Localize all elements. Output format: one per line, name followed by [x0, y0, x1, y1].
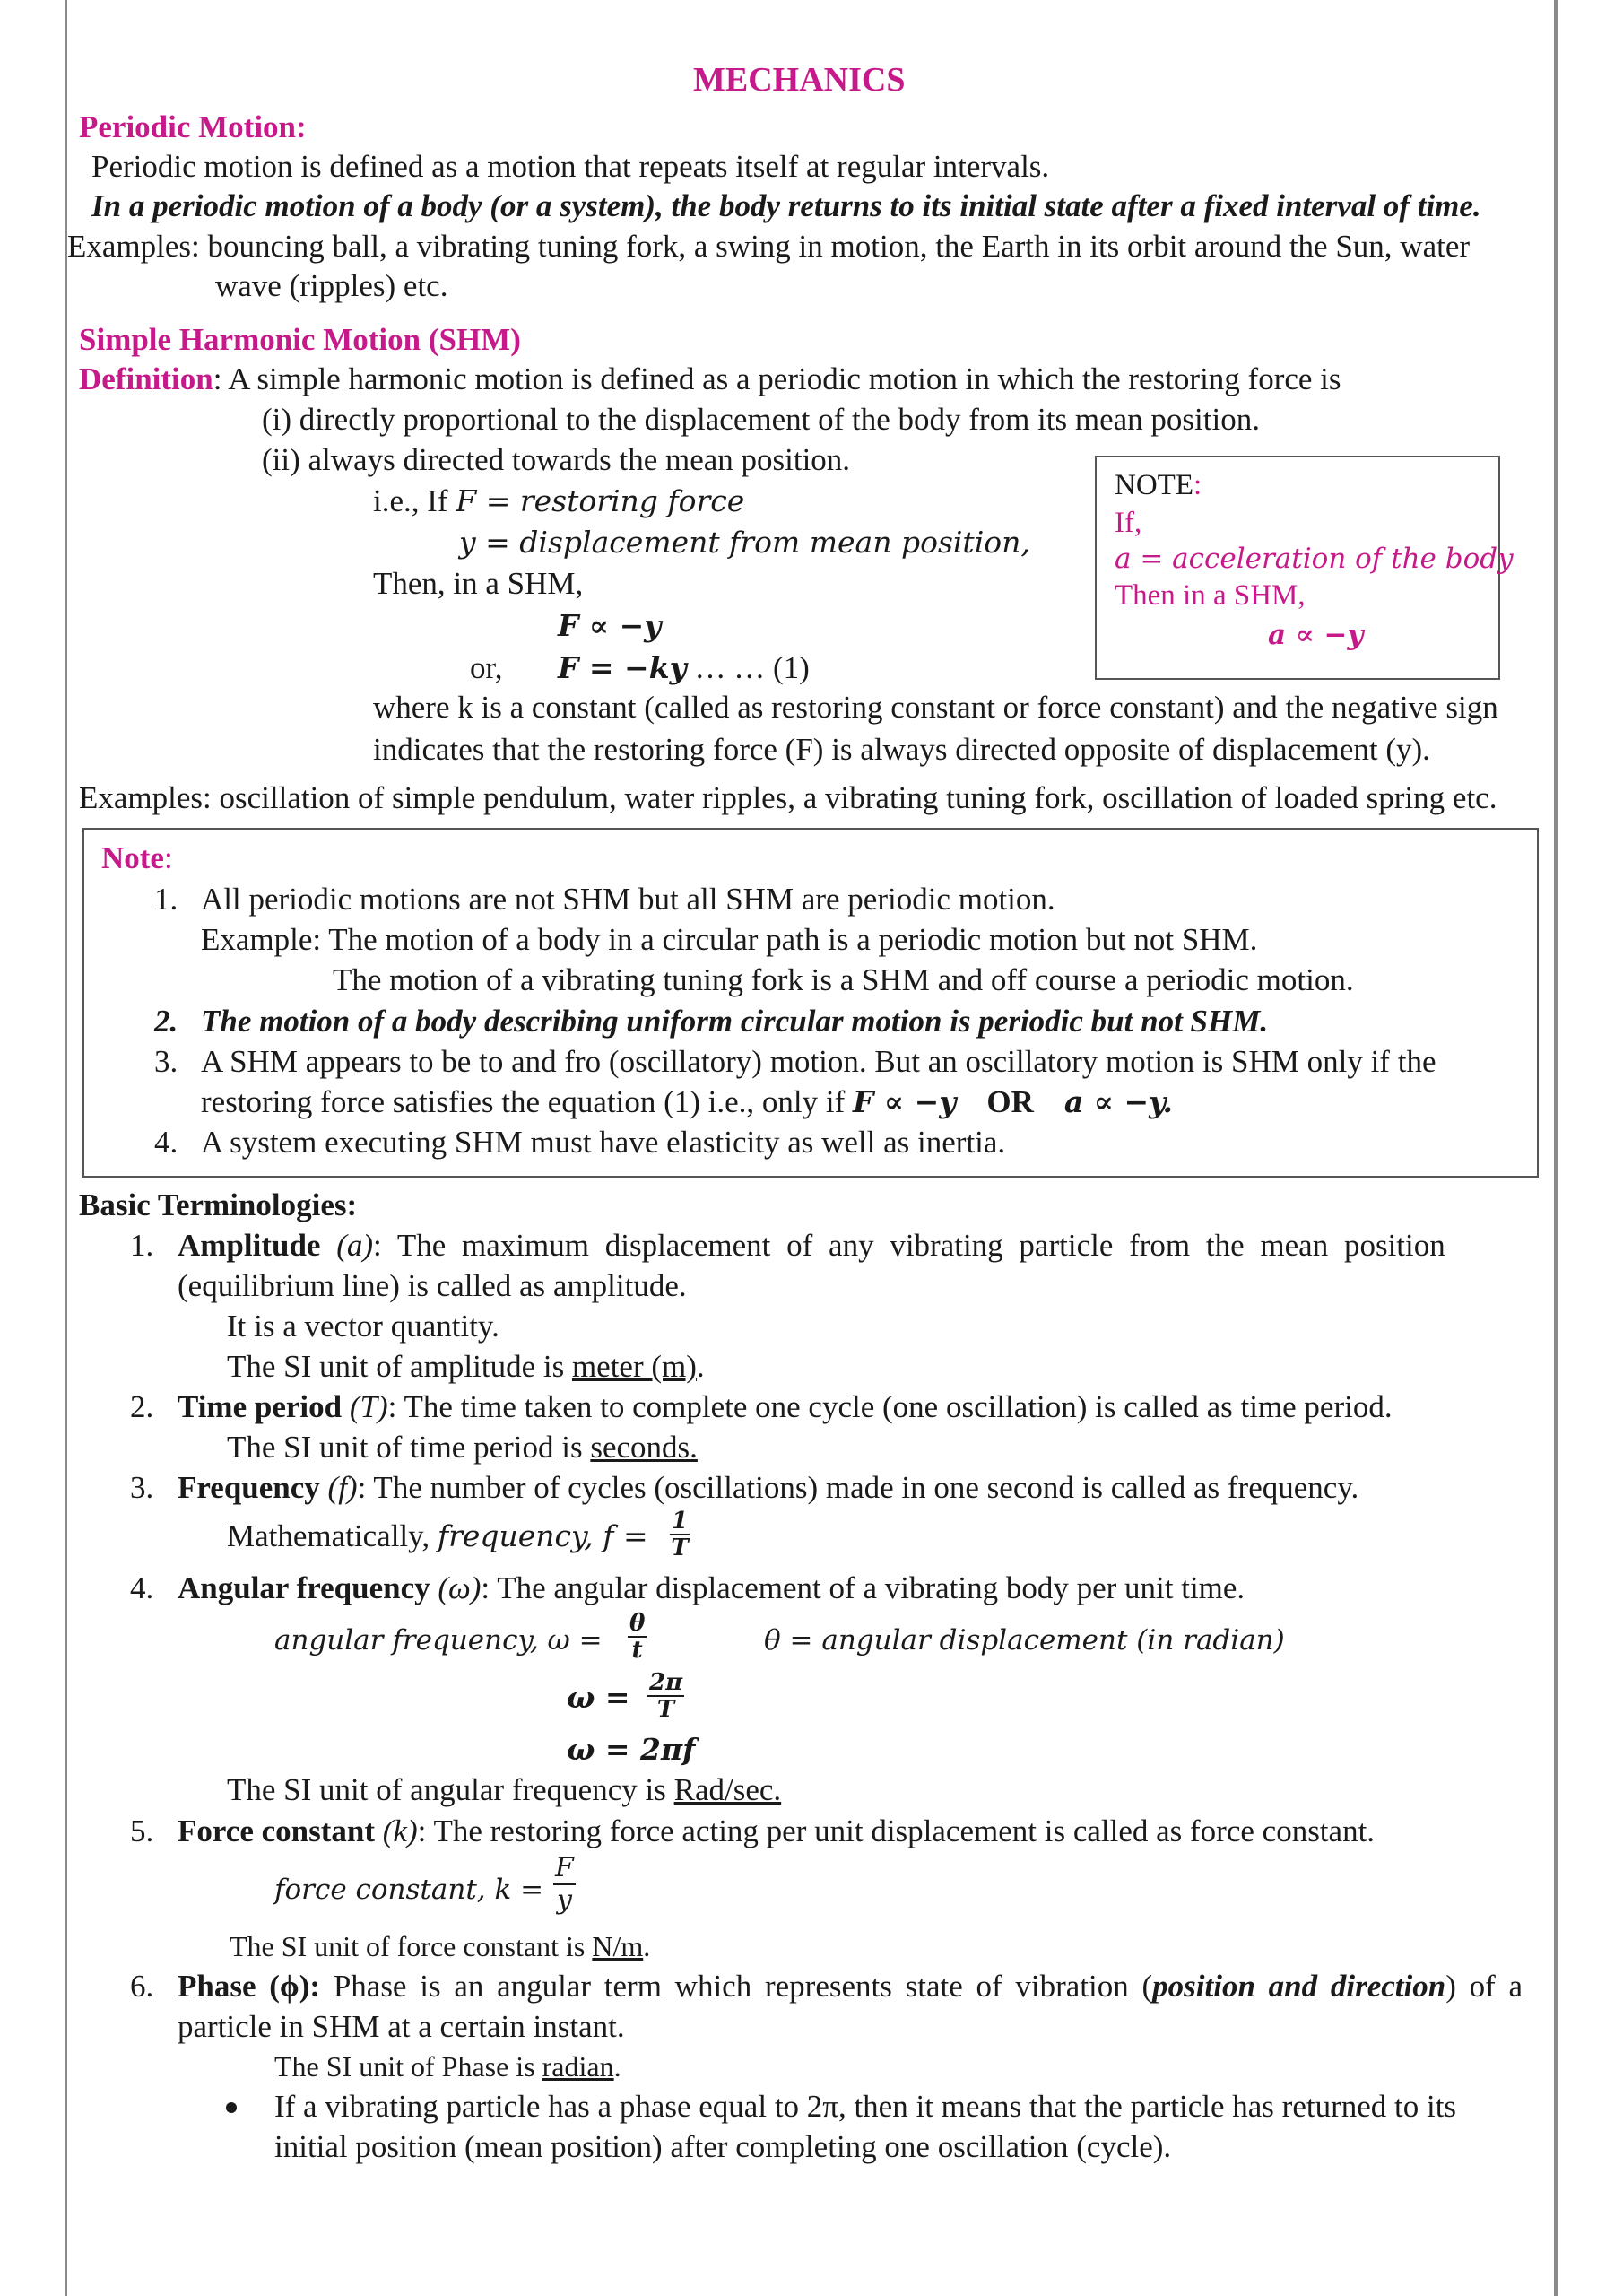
left-margin-rule	[65, 0, 67, 2296]
periodic-heading: Periodic Motion:	[79, 109, 307, 144]
shm-condition-1: (i) directly proportional to the displacement of the body from its mean position.	[262, 402, 1260, 437]
angular-frequency-formula: angular frequency, ω =	[274, 1624, 603, 1657]
note-box-proportionality: a ∝ −y	[1268, 619, 1364, 651]
force-constant-line: Force constant (k): The restoring force acting per unit displacement is called as force constant.	[178, 1813, 1376, 1848]
force-constant-formula: force constant, k =	[274, 1874, 544, 1906]
shm-ie-line: i.e., If F = restoring force	[373, 483, 745, 518]
force-constant-fraction: $\frac{F}{y}$	[555, 1852, 574, 1916]
angular-frequency-line: Angular frequency (ω): The angular displacement of a vibrating body per unit time.	[178, 1570, 1245, 1605]
note-number-1: 1.	[154, 882, 178, 917]
shm-then: Then, in a SHM,	[373, 566, 584, 601]
shm-definition: Definition: A simple harmonic motion is defined as a periodic motion in which the restoring force is	[79, 361, 1341, 396]
angular-frequency-fraction: $\frac{\theta}{t}$	[629, 1610, 646, 1664]
note-number-4: 4.	[154, 1125, 178, 1160]
shm-where-1: where k is a constant (called as restoring constant or force constant) and the negative sign	[373, 690, 1498, 725]
phase-line: Phase (ϕ): Phase is an angular term which represents state of vibration (position and direction) of a	[178, 1969, 1523, 2004]
shm-or: or,	[470, 650, 503, 685]
note-box-title: NOTE:	[1115, 469, 1202, 501]
periodic-definition: Periodic motion is defined as a motion that repeats itself at regular intervals.	[91, 149, 1050, 184]
shm-heading: Simple Harmonic Motion (SHM)	[79, 322, 521, 357]
term-number-3: 3.	[130, 1470, 154, 1505]
term-number-1: 1.	[130, 1228, 154, 1263]
phase-si: The SI unit of Phase is radian.	[274, 2050, 621, 2083]
force-constant-si: The SI unit of force constant is N/m.	[230, 1930, 651, 1962]
note-item-1-example: Example: The motion of a body in a circular path is a periodic motion but not SHM.	[201, 922, 1258, 957]
note-box-then: Then in a SHM,	[1115, 579, 1306, 612]
phase-line-2: particle in SHM at a certain instant.	[178, 2009, 625, 2044]
omega-fraction: $\frac{2\pi}{T}$	[649, 1669, 683, 1723]
basic-heading: Basic Terminologies:	[79, 1187, 358, 1222]
note-item-1: All periodic motions are not SHM but all SHM are periodic motion.	[201, 882, 1055, 917]
frequency-fraction: $\frac{1}{T}$	[671, 1508, 689, 1561]
note-number-2: 2.	[154, 1004, 178, 1039]
amplitude-si: The SI unit of amplitude is meter (m).	[227, 1349, 705, 1384]
shm-examples: Examples: oscillation of simple pendulum, water ripples, a vibrating tuning fork, oscillation of loaded spring etc.	[79, 780, 1497, 815]
amplitude-line: Amplitude (a): The maximum displacement of any vibrating particle from the mean position	[178, 1228, 1445, 1263]
bullet-icon	[226, 2102, 237, 2113]
time-period-line: Time period (T): The time taken to complete one cycle (one oscillation) is called as time period.	[178, 1389, 1393, 1424]
periodic-emphasis: In a periodic motion of a body (or a system), the body returns to its initial state after a fixed interval of time.	[91, 188, 1481, 223]
note-item-2: The motion of a body describing uniform circular motion is periodic but not SHM.	[201, 1004, 1269, 1039]
amplitude-line-2: (equilibrium line) is called as amplitude.	[178, 1268, 687, 1303]
periodic-examples: Examples: bouncing ball, a vibrating tuning fork, a swing in motion, the Earth in its orbit around the Sun, water	[67, 229, 1471, 264]
page-title: MECHANICS	[693, 61, 906, 99]
amplitude-vector: It is a vector quantity.	[227, 1309, 499, 1344]
frequency-formula: Mathematically, frequency, f =	[227, 1518, 648, 1553]
shm-proportionality: F ∝ −y	[558, 608, 662, 643]
note-item-4: A system executing SHM must have elasticity as well as inertia.	[201, 1125, 1006, 1160]
phase-bullet-1: If a vibrating particle has a phase equal to 2π, then it means that the particle has returned to its	[274, 2089, 1457, 2124]
note-box-if: If,	[1115, 507, 1142, 539]
term-number-6: 6.	[130, 1969, 154, 2004]
note-box-a-definition: a = acceleration of the body	[1115, 543, 1514, 575]
right-margin-rule	[1554, 0, 1558, 2296]
omega-2pi-over-t: ω =	[567, 1680, 630, 1715]
frequency-line: Frequency (f): The number of cycles (oscillations) made in one second is called as frequency.	[178, 1470, 1359, 1505]
term-number-4: 4.	[130, 1570, 154, 1605]
shm-where-2: indicates that the restoring force (F) is always directed opposite of displacement (y).	[373, 732, 1430, 767]
phase-bullet-2: initial position (mean position) after completing one oscillation (cycle).	[274, 2129, 1172, 2164]
note-item-1-example-2: The motion of a vibrating tuning fork is a SHM and off course a periodic motion.	[333, 962, 1354, 997]
shm-equation-1: F = −ky … … (1)	[558, 650, 810, 685]
theta-definition: θ = angular displacement (in radian)	[764, 1624, 1285, 1657]
periodic-examples-cont: wave (ripples) etc.	[215, 268, 448, 303]
note-number-3: 3.	[154, 1044, 178, 1079]
note-list-title: Note:	[101, 840, 173, 875]
shm-y-line: y = displacement from mean position,	[459, 525, 1030, 560]
omega-2pif: ω = 2πf	[567, 1732, 696, 1767]
note-item-3: A SHM appears to be to and fro (oscillatory) motion. But an oscillatory motion is SHM only if the	[201, 1044, 1436, 1079]
term-number-2: 2.	[130, 1389, 154, 1424]
shm-condition-2: (ii) always directed towards the mean position.	[262, 442, 851, 477]
time-period-si: The SI unit of time period is seconds.	[227, 1430, 698, 1465]
angular-frequency-si: The SI unit of angular frequency is Rad/sec.	[227, 1772, 782, 1807]
note-item-3-cont: restoring force satisfies the equation (1) i.e., only if F ∝ −y OR a ∝ −y.	[201, 1084, 1173, 1119]
term-number-5: 5.	[130, 1813, 154, 1848]
